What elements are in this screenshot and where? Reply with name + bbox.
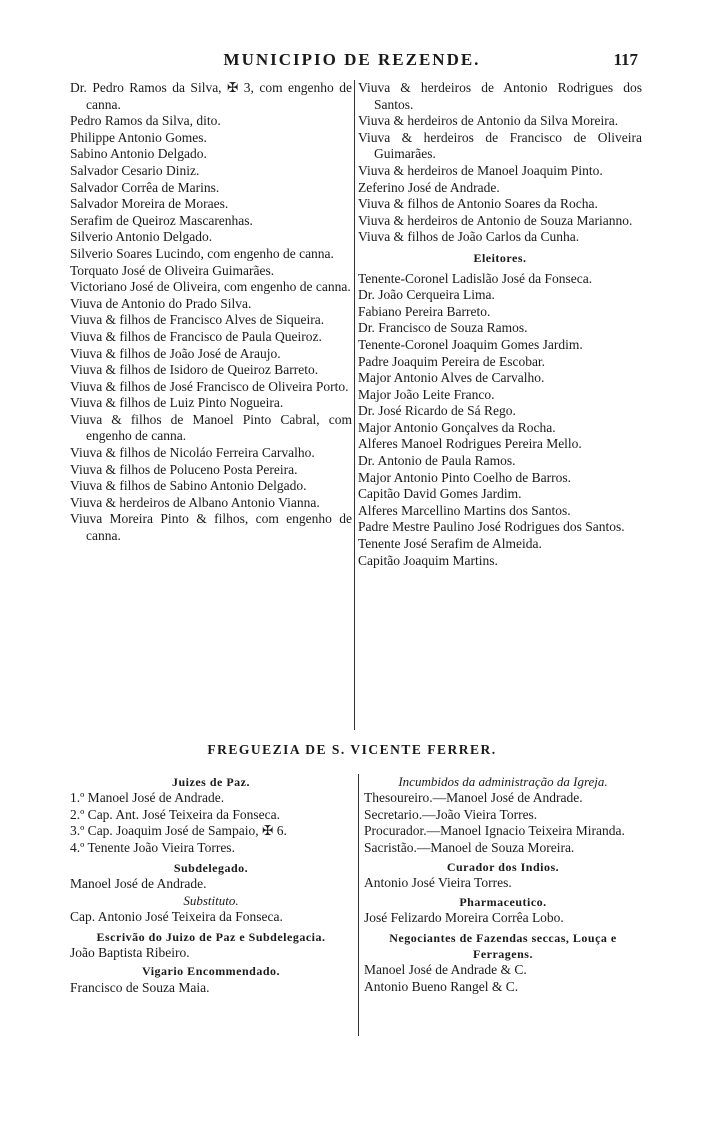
list-item: Dr. Pedro Ramos da Silva, ✠ 3, com engenho de canna. (70, 80, 352, 112)
list-item: Viuva & filhos de Francisco Alves de Siqueira. (70, 312, 325, 328)
list-item: Dr. José Ricardo de Sá Rego. (358, 403, 516, 419)
list-item: Viuva & herdeiros de Manoel Joaquim Pinto. (358, 162, 603, 178)
list-item: 4.º Tenente João Vieira Torres. (70, 839, 235, 855)
list-item: Major Antonio Pinto Coelho de Barros. (358, 469, 571, 485)
curador-heading: Curador dos Indios. (446, 860, 560, 875)
list-item: Padre Mestre Paulino José Rodrigues dos Santos. (358, 519, 625, 535)
list-item: Viuva Moreira Pinto & filhos, com engenho de canna. (70, 511, 352, 544)
list-item: Silverio Soares Lucindo, com engenho de canna. (70, 245, 334, 261)
list-item: Viuva & herdeiros de Antonio Rodrigues dos Santos. (358, 80, 642, 112)
list-item: Serafim de Queiroz Mascarenhas. (70, 212, 253, 228)
negociantes-heading: Negociantes de Fazendas seccas, Louça e Ferragens. (389, 930, 617, 962)
list-item: Viuva & filhos de Isidoro de Queiroz Barreto. (70, 362, 319, 378)
list-item: Sacristão.—Manoel de Souza Moreira. (364, 839, 575, 855)
list-item: Tenente-Coronel Ladislão José da Fonseca. (358, 270, 593, 286)
lower-left-column (70, 774, 352, 996)
list-item: Viuva & filhos de José Francisco de Oliveira Porto. (70, 378, 349, 394)
list-item: Viuva & filhos de Poluceno Posta Pereira. (70, 461, 298, 477)
subdelegado-heading: Subdelegado. (173, 861, 249, 876)
list-item: Philippe Antonio Gomes. (70, 129, 207, 145)
vigario-heading: Vigario Encommendado. (141, 964, 281, 979)
list-item: Viuva & filhos de Francisco de Paula Queiroz. (70, 328, 322, 344)
list-item: Manoel José de Andrade & C. (364, 962, 527, 978)
list-item: Tenente-Coronel Joaquim Gomes Jardim. (358, 336, 583, 352)
page-header (62, 50, 642, 74)
list-item: Viuva & filhos de João José de Araujo. (70, 345, 281, 361)
list-item: Dr. João Cerqueira Lima. (358, 287, 495, 303)
list-item: Dr. Antonio de Paula Ramos. (358, 453, 516, 469)
list-item: Viuva & filhos de Manoel Pinto Cabral, com engenho de canna. (70, 411, 352, 444)
list-item: Viuva & herdeiros de Antonio da Silva Moreira. (358, 113, 619, 129)
juizes-heading: Juizes de Paz. (172, 775, 250, 789)
list-item: Pedro Ramos da Silva, dito. (70, 113, 221, 129)
column-divider (358, 774, 359, 1036)
list-item: Viuva & filhos de João Carlos da Cunha. (358, 229, 580, 245)
list-item: 3.º Cap. Joaquim José de Sampaio, ✠ 6. (70, 823, 287, 839)
list-item: Victoriano José de Oliveira, com engenho de canna. (70, 279, 351, 295)
section-title: FREGUEZIA DE S. VICENTE FERRER. (207, 742, 497, 757)
list-item: Procurador.—Manoel Ignacio Teixeira Miranda. (364, 823, 625, 839)
list-item: Major João Leite Franco. (358, 386, 495, 402)
lower-right-column (364, 774, 642, 995)
page-title: MUNICIPIO DE REZENDE. (223, 50, 481, 69)
list-item: Salvador Cesario Diniz. (70, 162, 200, 178)
list-item: Capitão David Gomes Jardim. (358, 486, 522, 502)
list-item: Viuva & herdeiros de Antonio de Souza Marianno. (358, 212, 633, 228)
list-item: Padre Joaquim Pereira de Escobar. (358, 353, 546, 369)
pharmaceutico-heading: Pharmaceutico. (459, 894, 547, 909)
list-item: 2.º Cap. Ant. José Teixeira da Fonseca. (70, 806, 280, 822)
list-item: Zeferino José de Andrade. (358, 179, 500, 195)
escrivao-heading: Escrivão do Juizo de Paz e Subdelegacia. (96, 929, 326, 944)
list-item: Torquato José de Oliveira Guimarães. (70, 262, 275, 278)
list-item: Capitão Joaquim Martins. (358, 552, 498, 568)
list-item: Sabino Antonio Delgado. (70, 146, 207, 162)
list-item: Viuva de Antonio do Prado Silva. (70, 295, 252, 311)
list-item: José Felizardo Moreira Corrêa Lobo. (364, 910, 564, 926)
incumbidos-heading: Incumbidos da administração da Igreja. (398, 774, 608, 789)
upper-right-column (358, 80, 642, 569)
column-divider (354, 80, 355, 730)
eleitores-heading: Eleitores. (473, 250, 527, 265)
list-item: Alferes Manoel Rodrigues Pereira Mello. (358, 436, 582, 452)
list-item: Fabiano Pereira Barreto. (358, 303, 491, 319)
list-item: Major Antonio Alves de Carvalho. (358, 370, 545, 386)
list-item: Cap. Antonio José Teixeira da Fonseca. (70, 909, 283, 925)
list-item: Viuva & filhos de Nicoláo Ferreira Carvalho. (70, 445, 315, 461)
list-item: Secretario.—João Vieira Torres. (364, 806, 538, 822)
page-number: 117 (613, 50, 638, 69)
list-item: Thesoureiro.—Manoel José de Andrade. (364, 790, 583, 806)
list-item: Silverio Antonio Delgado. (70, 229, 213, 245)
list-item: Antonio José Vieira Torres. (364, 875, 512, 891)
upper-left-column (70, 80, 352, 545)
list-item: Antonio Bueno Rangel & C. (364, 978, 519, 994)
list-item: João Baptista Ribeiro. (70, 945, 190, 961)
list-item: Dr. Francisco de Souza Ramos. (358, 320, 528, 336)
list-item: Tenente José Serafim de Almeida. (358, 536, 542, 552)
substituto-heading: Substituto. (183, 892, 239, 908)
list-item: Major Antonio Gonçalves da Rocha. (358, 419, 556, 435)
list-item: Salvador Moreira de Moraes. (70, 196, 229, 212)
list-item: Manoel José de Andrade. (70, 876, 207, 892)
list-item: 1.º Manoel José de Andrade. (70, 790, 225, 806)
list-item: Viuva & herdeiros de Francisco de Oliveira Guimarães. (358, 129, 642, 162)
list-item: Viuva & filhos de Sabino Antonio Delgado. (70, 478, 307, 494)
list-item: Alferes Marcellino Martins dos Santos. (358, 502, 571, 518)
list-item: Francisco de Souza Maia. (70, 979, 210, 995)
list-item: Viuva & filhos de Antonio Soares da Rocha. (358, 196, 598, 212)
list-item: Viuva & herdeiros de Albano Antonio Vianna. (70, 494, 320, 510)
list-item: Salvador Corrêa de Marins. (70, 179, 220, 195)
list-item: Viuva & filhos de Luiz Pinto Nogueira. (70, 395, 284, 411)
